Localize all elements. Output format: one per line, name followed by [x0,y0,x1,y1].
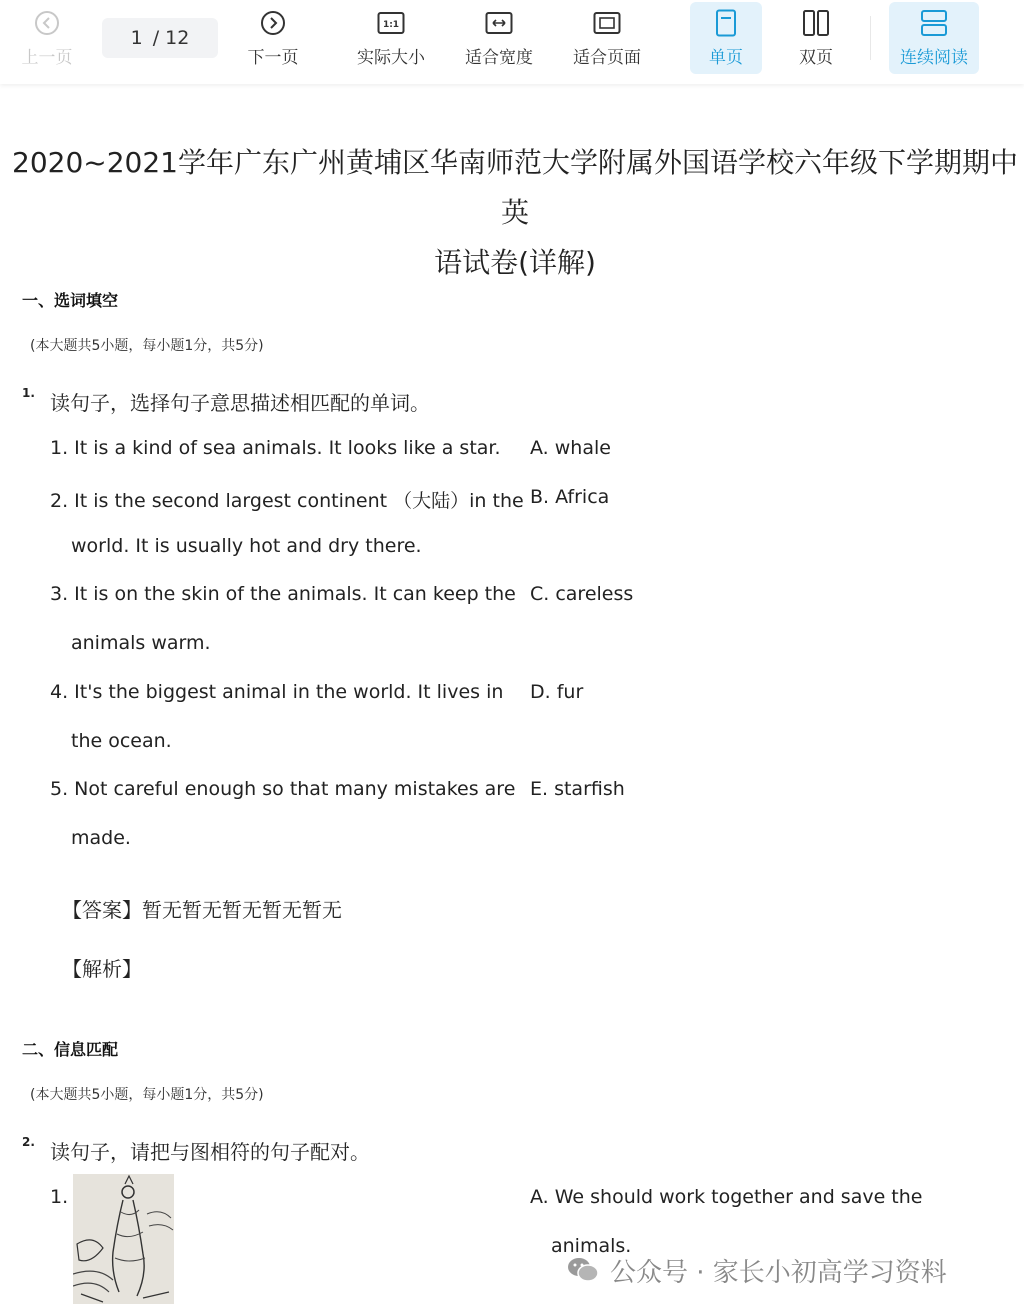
reader-toolbar [0,0,1024,84]
svg-text:1:1: 1:1 [382,19,400,30]
page-total: / 12 [152,27,190,49]
fit-page-icon [593,9,621,37]
section1-note: (本大题共5小题，每小题1分，共5分) [30,338,264,354]
item-4-continued: the ocean. [71,730,172,752]
double-page-button[interactable] [780,2,852,74]
title-line-2: 语试卷(详解) [434,246,596,279]
watermark [566,1252,947,1288]
continuous-reading-button[interactable] [889,2,979,74]
option-c: C. careless [530,583,634,605]
next-page-button[interactable] [238,2,308,74]
question2-stem: 读句子，请把与图相符的句子配对。 [50,1140,370,1164]
picture-item-1-number: 1. [50,1186,69,1208]
continuous-reading-icon [920,9,948,37]
option-b: B. Africa [530,486,610,508]
item-2-text: 2. It is the second largest continent （大陆）in the [50,490,524,512]
question2-number: 2. [22,1135,35,1149]
section2-heading: 二、信息匹配 [22,1040,119,1059]
next-page-label: 下一页 [247,47,299,68]
chevron-left-circle-icon [33,9,61,37]
page-current[interactable]: 1 [130,27,143,49]
wechat-icon [566,1255,600,1285]
document-title [10,138,1020,288]
page-indicator[interactable] [102,18,218,58]
single-page-icon [712,9,740,37]
actual-size-label: 实际大小 [357,47,425,68]
continuous-reading-label: 连续阅读 [900,47,968,68]
fit-width-button[interactable] [458,2,540,74]
item-5-continued: made. [71,827,131,849]
sketch-image [73,1174,174,1304]
double-page-label: 双页 [799,47,833,68]
title-line-1: 2020~2021学年广东广州黄埔区华南师范大学附属外国语学校六年级下学期期中英 [12,146,1018,229]
item-4-text: 4. It's the biggest animal in the world. It lives in [50,681,504,703]
item-3-text: 3. It is on the skin of the animals. It can keep the [50,583,516,605]
prev-page-button[interactable] [14,2,80,74]
option-a: A. whale [530,437,611,459]
fit-width-label: 适合宽度 [465,47,533,68]
fit-page-label: 适合页面 [573,47,641,68]
question1-stem: 读句子，选择句子意思描述相匹配的单词。 [50,391,430,415]
fit-width-icon [485,9,513,37]
prev-page-label: 上一页 [21,47,73,68]
actual-size-button[interactable] [350,2,432,74]
single-page-button[interactable] [690,2,762,74]
watermark-text: 公众号 · 家长小初高学习资料 [610,1257,947,1288]
answer-line: 【答案】暂无暂无暂无暂无暂无 [62,898,342,922]
item-3-continued: animals warm. [71,632,211,654]
item-2-continued: world. It is usually hot and dry there. [71,535,422,557]
single-page-label: 单页 [709,47,743,68]
double-page-icon [802,9,830,37]
option-e: E. starfish [530,778,625,800]
option-a-line-2: animals. [551,1235,632,1257]
item-5-text: 5. Not careful enough so that many mistakes are [50,778,516,800]
question1-number: 1. [22,386,35,400]
section1-heading: 一、选词填空 [22,291,119,310]
option-a-line-1: A. We should work together and save the [530,1186,923,1208]
fit-page-button[interactable] [566,2,648,74]
chevron-right-circle-icon [259,9,287,37]
section2-note: (本大题共5小题，每小题1分，共5分) [30,1087,264,1103]
option-d: D. fur [530,681,584,703]
analysis-line: 【解析】 [62,957,142,981]
actual-size-icon [377,9,405,37]
item-1-text: 1. It is a kind of sea animals. It looks like a star. [50,437,501,459]
toolbar-divider [870,16,871,60]
